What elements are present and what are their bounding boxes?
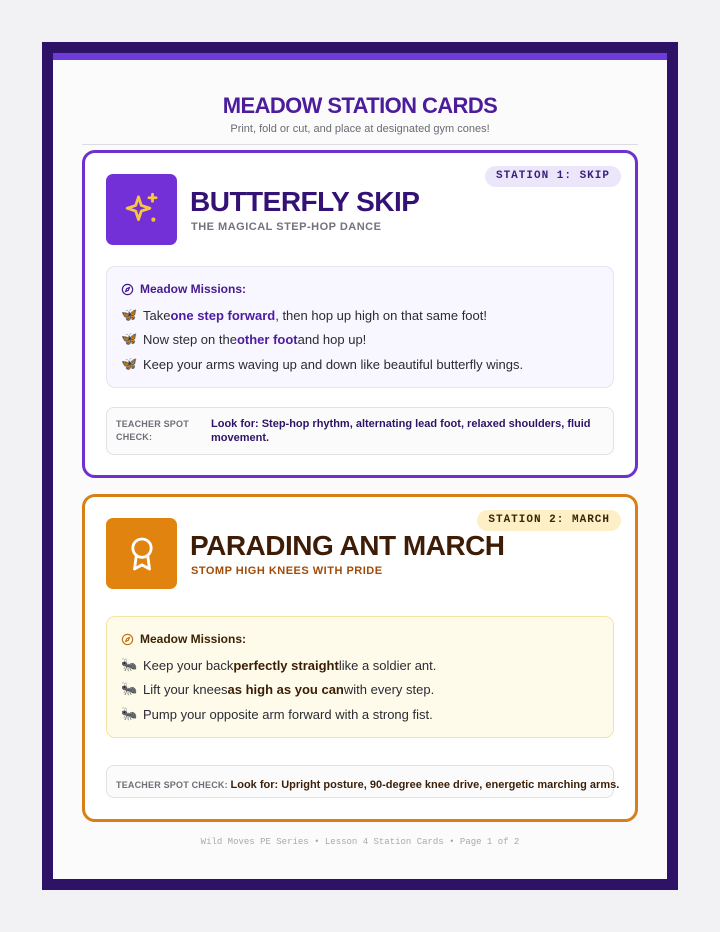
page-footer: Wild Moves PE Series • Lesson 4 Station Cards • Page 1 of 2 (200, 837, 520, 847)
mission-item: 🐜 Pump your opposite arm forward with a strong fist. (121, 706, 433, 722)
page-header (53, 93, 667, 135)
card-subtitle: THE MAGICAL STEP-HOP DANCE (191, 221, 382, 233)
missions-title: Meadow Missions: (140, 632, 247, 646)
spot-check-label: TEACHER SPOT CHECK: (116, 780, 231, 790)
station-badge: STATION 2: MARCH (477, 510, 621, 531)
sparkles-icon (106, 174, 177, 245)
butterfly-icon: 🦋 (121, 356, 138, 371)
compass-icon (121, 283, 134, 296)
header-divider (82, 144, 638, 145)
mission-item: 🦋 Take one step forward , then hop up high on that same foot! (121, 307, 487, 323)
ant-icon: 🐜 (121, 657, 138, 672)
mission-item: 🐜 Lift your knees as high as you can with every step. (121, 681, 435, 697)
page-subtitle: Print, fold or cut, and place at designated gym cones! (230, 123, 490, 135)
award-ribbon-icon (106, 518, 177, 589)
mission-item: 🐜 Keep your back perfectly straight like a soldier ant. (121, 657, 437, 673)
spot-check-text: Look for: Step-hop rhythm, alternating lead foot, relaxed shoulders, fluid movement. (211, 418, 591, 444)
teacher-spot-check (106, 765, 620, 798)
butterfly-icon: 🦋 (121, 307, 138, 322)
mission-item: 🦋 Keep your arms waving up and down like beautiful butterfly wings. (121, 356, 524, 372)
compass-icon (121, 633, 134, 646)
mission-item: 🦋 Now step on the other foot and hop up! (121, 331, 367, 347)
station-sheet (53, 53, 667, 879)
card-subtitle: STOMP HIGH KNEES WITH PRIDE (191, 565, 383, 577)
teacher-spot-check (106, 407, 614, 455)
card-title: BUTTERFLY SKIP (190, 186, 420, 217)
ant-icon: 🐜 (121, 706, 138, 721)
butterfly-icon: 🦋 (121, 331, 138, 346)
page-title: MEADOW STATION CARDS (222, 93, 498, 118)
ant-icon: 🐜 (121, 681, 138, 696)
missions-panel (106, 266, 614, 388)
spot-check-label: TEACHER SPOT CHECK: (116, 419, 189, 442)
station-card-ant-march (82, 494, 638, 822)
missions-heading (121, 632, 246, 646)
spot-check-text: Look for: Upright posture, 90-degree knee drive, energetic marching arms. (230, 779, 620, 791)
missions-panel (106, 616, 614, 738)
station-badge: STATION 1: SKIP (485, 166, 621, 187)
top-accent-bar (53, 53, 667, 60)
missions-title: Meadow Missions: (140, 282, 247, 296)
page-frame (42, 42, 678, 890)
missions-heading (121, 282, 246, 296)
card-title: PARADING ANT MARCH (190, 530, 505, 561)
station-card-butterfly-skip (82, 150, 638, 478)
